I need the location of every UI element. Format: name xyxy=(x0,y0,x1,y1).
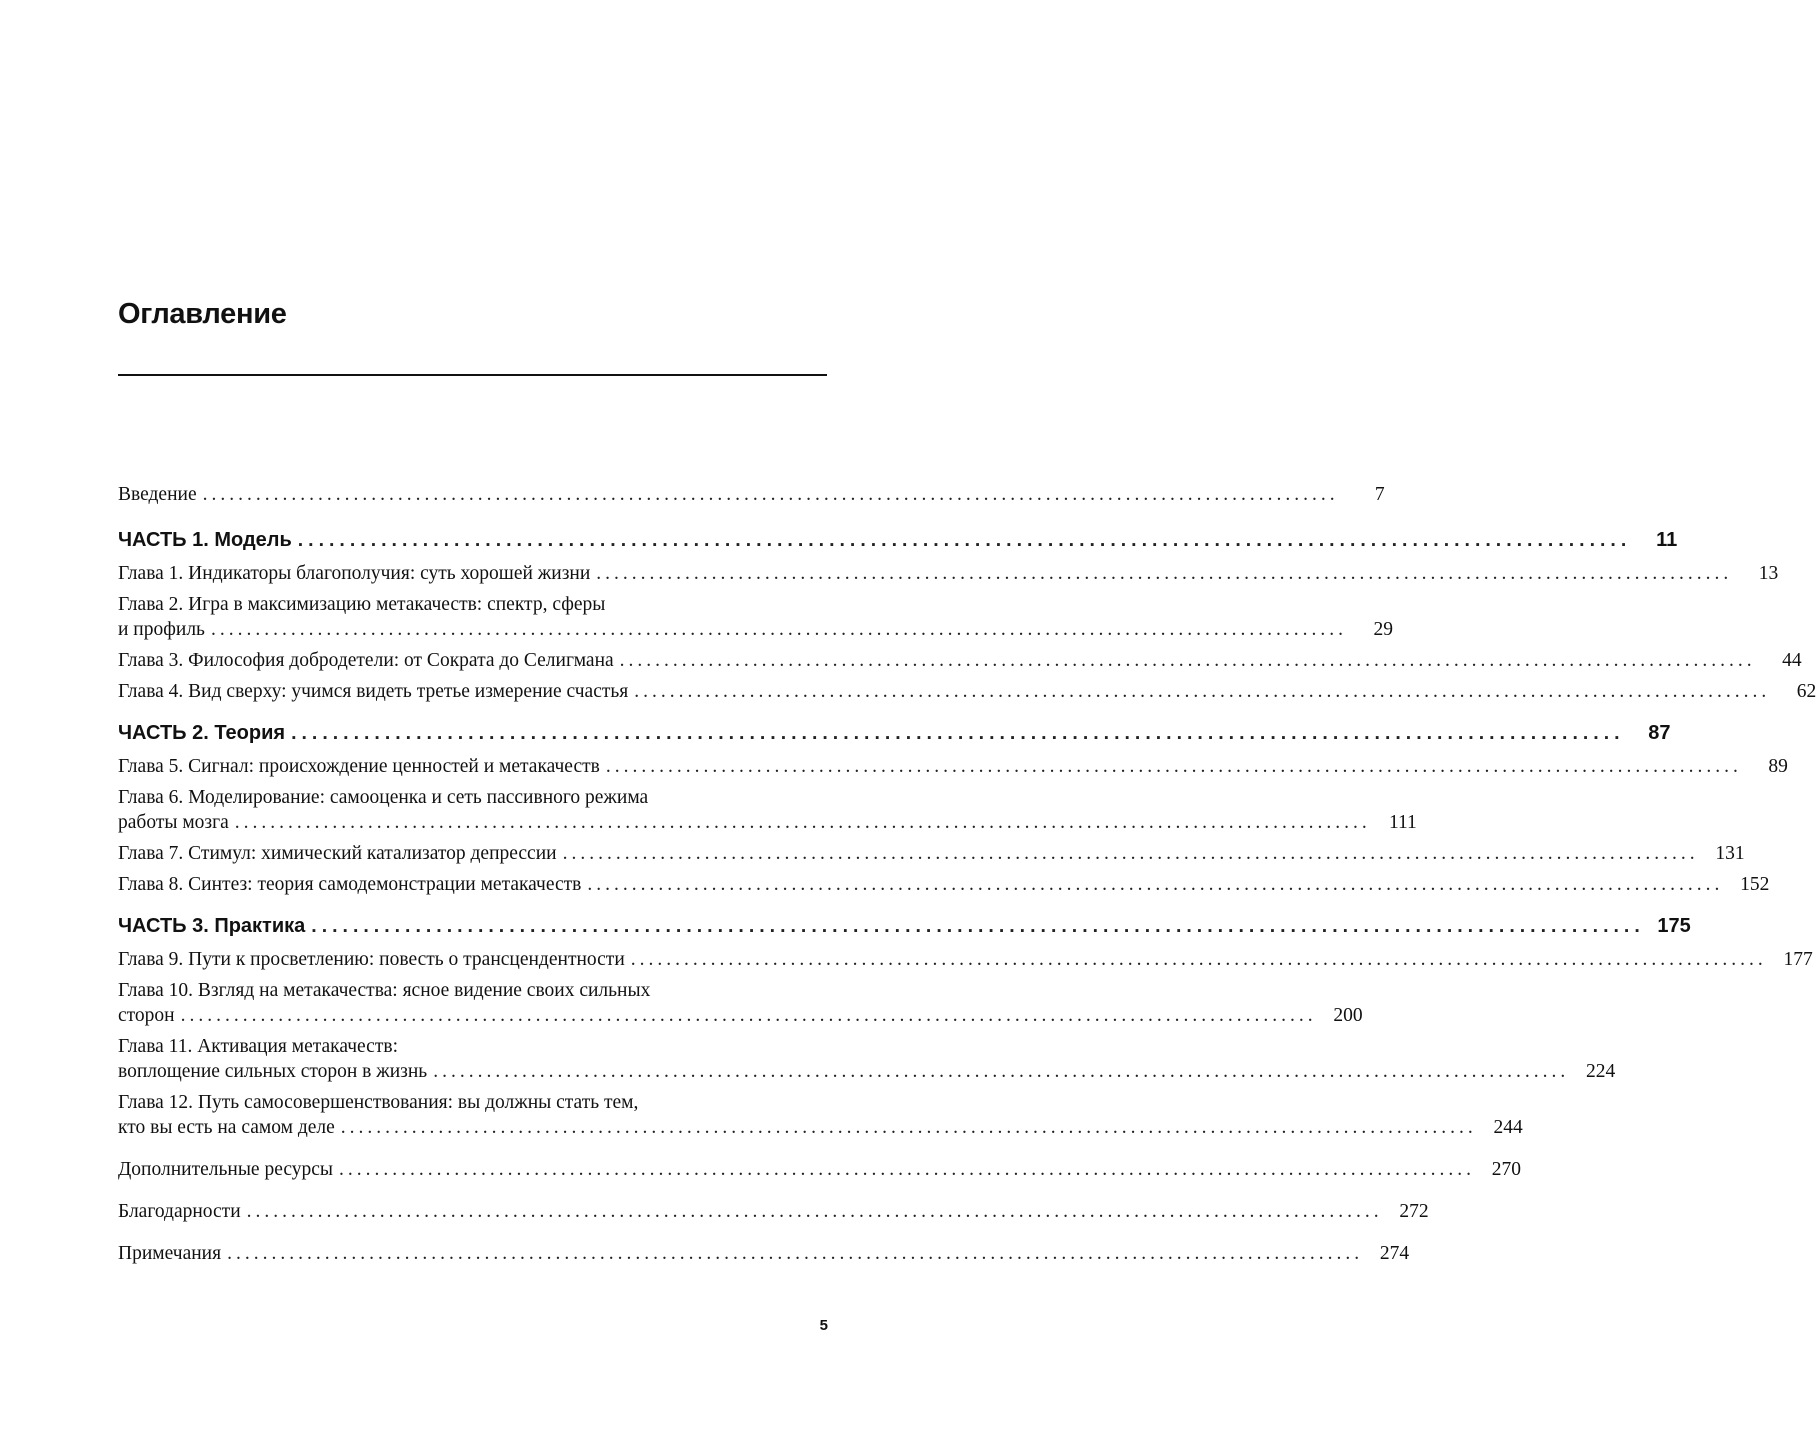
toc-entry-title: Глава 12. Путь самосовершенствования: вы должны стать тем, xyxy=(118,1092,639,1113)
toc-entry-chapter-12[interactable] xyxy=(118,1090,1523,1140)
toc-entry-title: Глава 11. Активация метакачеств: xyxy=(118,1036,398,1057)
toc-entry-title: Глава 3. Философия добродетели: от Сократа до Селигмана xyxy=(118,650,614,671)
leader-dots: ................................................................................................................................ xyxy=(630,949,1767,970)
toc-entry-chapter-6[interactable] xyxy=(118,785,1417,835)
toc-entry-page: 13 xyxy=(1758,563,1779,584)
leader-dots: ................................................................................................................................ xyxy=(587,874,1724,895)
toc-entry-title: Глава 9. Пути к просветлению: повесть о трансцендентности xyxy=(118,949,625,970)
toc-entry-page: 270 xyxy=(1491,1159,1521,1180)
leader-dots: ................................................................................................................................ xyxy=(311,915,1645,937)
toc-entry-title-cont: воплощение сильных сторон в жизнь xyxy=(118,1061,428,1082)
toc-part-title: ЧАСТЬ 3. Практика xyxy=(118,915,306,937)
toc-entry-page: 224 xyxy=(1585,1061,1616,1082)
toc-entry-page: 152 xyxy=(1740,874,1770,895)
toc-entry-page: 62 xyxy=(1796,681,1816,702)
toc-entry-title: Глава 4. Вид сверху: учимся видеть третье измерение счастья xyxy=(118,681,629,702)
toc-entry-title: Глава 5. Сигнал: происхождение ценностей и метакачеств xyxy=(118,756,600,777)
toc-entry-page: 177 xyxy=(1783,949,1813,970)
toc-entry-title: Благодарности xyxy=(118,1201,241,1222)
toc-entry-chapter-3[interactable] xyxy=(118,648,1802,673)
toc-entry-acknowledgements[interactable] xyxy=(118,1199,1429,1224)
toc-entry-chapter-9[interactable] xyxy=(118,947,1813,972)
leader-dots: ................................................................................................................................ xyxy=(596,563,1733,584)
toc-entry-title-cont: сторон xyxy=(118,1005,175,1026)
toc-entry-title: Глава 10. Взгляд на метакачества: ясное видение своих сильных xyxy=(118,980,651,1001)
toc-entry-chapter-11[interactable] xyxy=(118,1034,1616,1084)
toc-entry-title-cont: работы мозга xyxy=(118,812,229,833)
toc-entry-title: Введение xyxy=(118,484,197,505)
leader-dots: ................................................................................................................................ xyxy=(297,529,1632,551)
toc-entry-notes[interactable] xyxy=(118,1241,1410,1266)
leader-dots: ................................................................................................................................ xyxy=(339,1159,1475,1180)
toc-entry-page: 274 xyxy=(1379,1243,1410,1264)
toc-entry-title: Дополнительные ресурсы xyxy=(118,1159,333,1180)
toc-entry-title: Глава 6. Моделирование: самооценка и сеть пассивного режима xyxy=(118,787,649,808)
toc-entry-title: Глава 8. Синтез: теория самодемонстрации метакачеств xyxy=(118,874,582,895)
toc-entry-page: 200 xyxy=(1333,1005,1363,1026)
page-title: Оглавление xyxy=(118,298,287,330)
toc-entry-intro[interactable] xyxy=(118,482,1385,507)
table-of-contents xyxy=(118,482,1816,1266)
toc-part-page: 87 xyxy=(1648,722,1671,744)
toc-entry-chapter-8[interactable] xyxy=(118,872,1770,897)
leader-dots: ................................................................................................................................ xyxy=(246,1201,1383,1222)
toc-part-title: ЧАСТЬ 1. Модель xyxy=(118,529,292,551)
toc-entry-title: Примечания xyxy=(118,1243,222,1264)
toc-part-1[interactable] xyxy=(118,526,1678,554)
toc-entry-page: 111 xyxy=(1388,812,1417,833)
toc-entry-title: Глава 2. Игра в максимизацию метакачеств: спектр, сферы xyxy=(118,594,606,615)
toc-entry-title: Глава 1. Индикаторы благополучия: суть хорошей жизни xyxy=(118,563,591,584)
toc-entry-title-cont: и профиль xyxy=(118,619,205,640)
toc-entry-page: 29 xyxy=(1373,619,1393,640)
toc-entry-chapter-1[interactable] xyxy=(118,561,1779,586)
toc-entry-page: 7 xyxy=(1374,484,1385,505)
toc-entry-title: Глава 7. Стимул: химический катализатор депрессии xyxy=(118,843,557,864)
leader-dots: ................................................................................................................................ xyxy=(562,843,1699,864)
leader-dots: ................................................................................................................................ xyxy=(210,619,1347,640)
toc-part-page: 175 xyxy=(1657,915,1691,937)
leader-dots: ................................................................................................................................ xyxy=(605,756,1742,777)
toc-part-3[interactable] xyxy=(118,912,1691,940)
leader-dots: ................................................................................................................................ xyxy=(227,1243,1364,1264)
toc-part-page: 11 xyxy=(1656,529,1678,551)
toc-part-title: ЧАСТЬ 2. Теория xyxy=(118,722,286,744)
toc-entry-resources[interactable] xyxy=(118,1157,1521,1182)
toc-entry-chapter-4[interactable] xyxy=(118,679,1816,704)
toc-entry-chapter-7[interactable] xyxy=(118,841,1745,866)
toc-part-2[interactable] xyxy=(118,719,1671,747)
toc-entry-page: 89 xyxy=(1768,756,1788,777)
toc-entry-chapter-5[interactable] xyxy=(118,754,1788,779)
leader-dots: ................................................................................................................................ xyxy=(202,484,1339,505)
toc-entry-chapter-2[interactable] xyxy=(118,592,1393,642)
toc-entry-page: 131 xyxy=(1715,843,1745,864)
title-divider xyxy=(118,374,827,376)
toc-entry-page: 272 xyxy=(1399,1201,1429,1222)
page-number: 5 xyxy=(819,1317,828,1334)
leader-dots: ................................................................................................................................ xyxy=(340,1117,1477,1138)
leader-dots: ................................................................................................................................ xyxy=(619,650,1756,671)
toc-entry-chapter-10[interactable] xyxy=(118,978,1363,1028)
leader-dots: ................................................................................................................................ xyxy=(180,1005,1317,1026)
leader-dots: ................................................................................................................................ xyxy=(291,722,1625,744)
leader-dots: ................................................................................................................................ xyxy=(433,1061,1570,1082)
leader-dots: ................................................................................................................................ xyxy=(234,812,1371,833)
toc-entry-page: 44 xyxy=(1782,650,1802,671)
toc-entry-title-cont: кто вы есть на самом деле xyxy=(118,1117,335,1138)
toc-entry-page: 244 xyxy=(1493,1117,1523,1138)
leader-dots: ................................................................................................................................ xyxy=(634,681,1771,702)
